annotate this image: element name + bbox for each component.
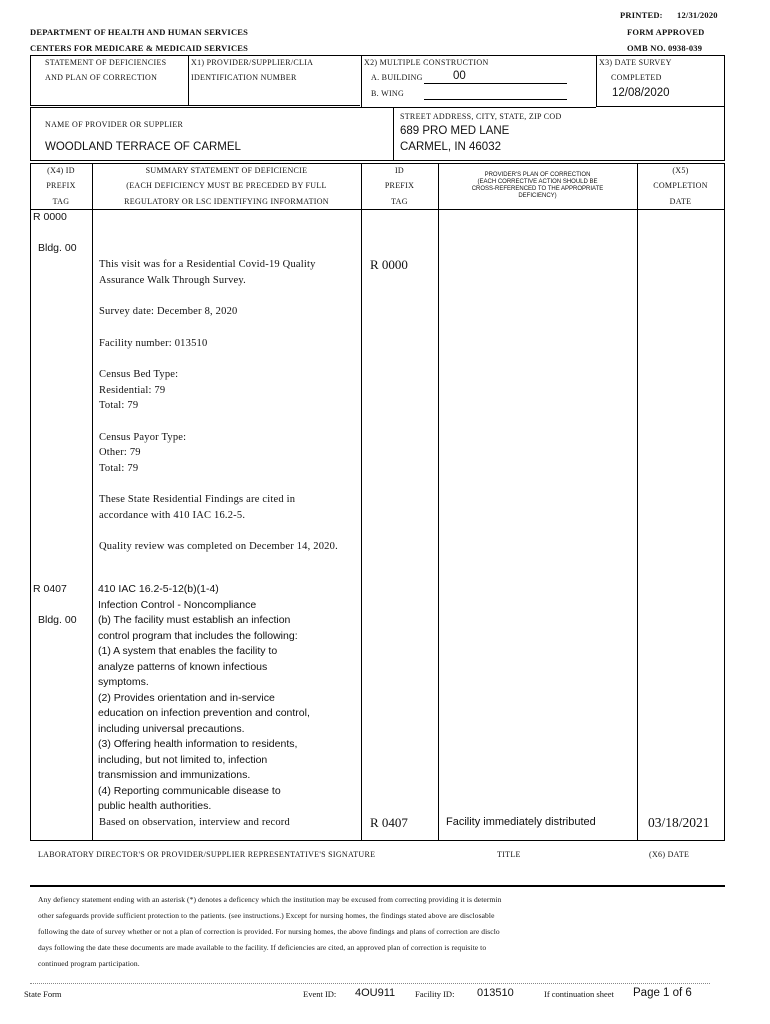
printed-label: PRINTED: — [620, 10, 663, 20]
form-approved: FORM APPROVED — [627, 27, 705, 37]
summary-header-1: SUMMARY STATEMENT OF DEFICIENCIE — [145, 166, 308, 175]
summary-line: Infection Control - Noncompliance — [98, 598, 257, 611]
x4-prefix-header: PREFIX — [46, 181, 76, 190]
facility-id-value: 013510 — [477, 987, 514, 999]
date-header: DATE — [669, 197, 692, 206]
footnote-block — [38, 892, 501, 972]
printed-date: 12/31/2020 — [677, 10, 718, 20]
id-header: ID — [394, 166, 405, 175]
footnote-line: continued program participation. — [38, 959, 140, 968]
x5-header: (X5) — [672, 166, 689, 175]
summary-line: 410 IAC 16.2-5-12(b)(1-4) — [98, 583, 219, 595]
continuation-label: If continuation sheet — [544, 989, 614, 999]
summary-para: These State Residential Findings are cited in accordance with 410 IAC 16.2-5. — [99, 494, 296, 521]
summary-para: Facility number: 013510 — [99, 337, 208, 349]
plan-header-3: CROSS-REFERENCED TO THE APPROPRIATE — [471, 186, 604, 192]
tag-r0000: R 0000 — [33, 211, 67, 223]
summary-line: including universal precautions. — [98, 722, 245, 735]
summary-line: (1) A system that enables the facility to — [98, 645, 278, 657]
x2-label: X2) MULTIPLE CONSTRUCTION — [364, 58, 489, 67]
plan-header-4: DEFICIENCY) — [518, 193, 557, 199]
building-value: 00 — [453, 70, 466, 82]
plan-header-2: (EACH CORRECTIVE ACTION SHOULD BE — [477, 179, 598, 185]
statement-label-1: STATEMENT OF DEFICIENCIES — [45, 58, 167, 67]
bldg-label-2: Bldg. 00 — [38, 614, 77, 626]
summary-para: Quality review was completed on December 14, 2020. — [99, 541, 338, 552]
summary-line: including, but not limited to, infection — [98, 753, 268, 766]
tag-r0407: R 0407 — [33, 583, 67, 595]
completion-date: 03/18/2021 — [648, 815, 710, 830]
department-title: DEPARTMENT OF HEALTH AND HUMAN SERVICES — [30, 27, 249, 37]
summary-line: (b) The facility must establish an infection — [98, 614, 291, 626]
summary-para: This visit was for a Residential Covid-19 Quality Assurance Walk Through Survey. — [99, 259, 316, 286]
signature-label: LABORATORY DIRECTOR'S OR PROVIDER/SUPPLIER REPRESENTATIVE'S SIGNATURE — [38, 850, 376, 859]
facility-id-label: Facility ID: — [415, 989, 455, 999]
building-label: A. BUILDING — [371, 73, 423, 82]
summary-line-last: Based on observation, interview and record — [99, 817, 290, 828]
x1-label: X1) PROVIDER/SUPPLIER/CLIA — [191, 58, 314, 67]
summary-line: (3) Offering health information to residents, — [98, 738, 298, 750]
plan-header-1: PROVIDER'S PLAN OF CORRECTION — [484, 172, 591, 178]
footnote-line: days following the date these documents are made available to the facility. If deficiencies are cited, an approved plan of correction is requisite to — [38, 943, 487, 952]
footnote-line: Any defiency statement ending with an asterisk (*) denotes a deficency which the institution may be excused from correcting providing it is determin — [38, 895, 502, 904]
summary-line: analyze patterns of known infectious — [98, 660, 268, 673]
x6-date-label: (X6) DATE — [649, 850, 690, 859]
summary-para: Census Payor Type: Other: 79 Total: 79 — [99, 431, 187, 474]
summary-block-1 — [99, 257, 339, 571]
x1-sub: IDENTIFICATION NUMBER — [191, 73, 297, 82]
footnote-line: other safeguards provide sufficient protection to the patients. (see instructions.) Except for nursing homes, the findings stated above are disclosable — [38, 911, 495, 920]
address-line-2: CARMEL, IN 46032 — [400, 141, 501, 153]
page-number: Page 1 of 6 — [633, 987, 692, 999]
bldg-label-1: Bldg. 00 — [38, 242, 77, 254]
address-line-1: 689 PRO MED LANE — [400, 125, 510, 137]
summary-line: education on infection prevention and control, — [98, 707, 310, 719]
x4-id-header: (X4) ID — [47, 166, 75, 175]
event-id-label: Event ID: — [303, 989, 337, 999]
footnote-line: following the date of survey whether or not a plan of correction is provided. For nursing homes, the above findings and plans of correction are disclo — [38, 927, 500, 936]
completion-header: COMPLETION — [653, 181, 708, 190]
x3-label: X3) DATE SURVEY — [599, 58, 672, 67]
survey-completed-date: 12/08/2020 — [612, 87, 670, 99]
state-form-label: State Form — [24, 989, 62, 999]
id-tag-r0000: R 0000 — [370, 257, 408, 272]
title-label: TITLE — [497, 850, 521, 859]
summary-line: (2) Provides orientation and in-service — [98, 691, 275, 704]
wing-label: B. WING — [371, 89, 405, 98]
centers-title: CENTERS FOR MEDICARE & MEDICAID SERVICES — [30, 43, 249, 53]
id-prefix-header: PREFIX — [384, 181, 415, 190]
address-label: STREET ADDRESS, CITY, STATE, ZIP COD — [400, 112, 562, 121]
summary-para: Census Bed Type: Residential: 79 Total: 79 — [99, 369, 179, 411]
statement-label-2: AND PLAN OF CORRECTION — [45, 73, 158, 82]
summary-line: transmission and immunizations. — [98, 769, 251, 781]
summary-header-3: REGULATORY OR LSC IDENTIFYING INFORMATION — [124, 197, 329, 206]
summary-header-2: (EACH DEFICIENCY MUST BE PRECEDED BY FULL — [126, 181, 327, 190]
x3-sub: COMPLETED — [611, 73, 662, 82]
id-tag-header: TAG — [391, 197, 408, 206]
provider-name-label: NAME OF PROVIDER OR SUPPLIER — [45, 120, 184, 129]
summary-block-2 — [98, 582, 360, 815]
id-tag-r0407: R 0407 — [370, 815, 408, 830]
summary-line: symptoms. — [98, 676, 149, 688]
summary-para: Survey date: December 8, 2020 — [99, 306, 238, 317]
provider-name: WOODLAND TERRACE OF CARMEL — [45, 141, 241, 153]
summary-line: control program that includes the following: — [98, 629, 298, 642]
omb-number: OMB NO. 0938-039 — [627, 43, 703, 53]
event-id-value: 4OU911 — [355, 987, 396, 999]
summary-line: (4) Reporting communicable disease to — [98, 784, 281, 797]
summary-line: public health authorities. — [98, 800, 212, 812]
x4-tag-header: TAG — [52, 197, 70, 206]
plan-text: Facility immediately distributed — [446, 816, 596, 828]
footer-separator — [30, 983, 710, 984]
